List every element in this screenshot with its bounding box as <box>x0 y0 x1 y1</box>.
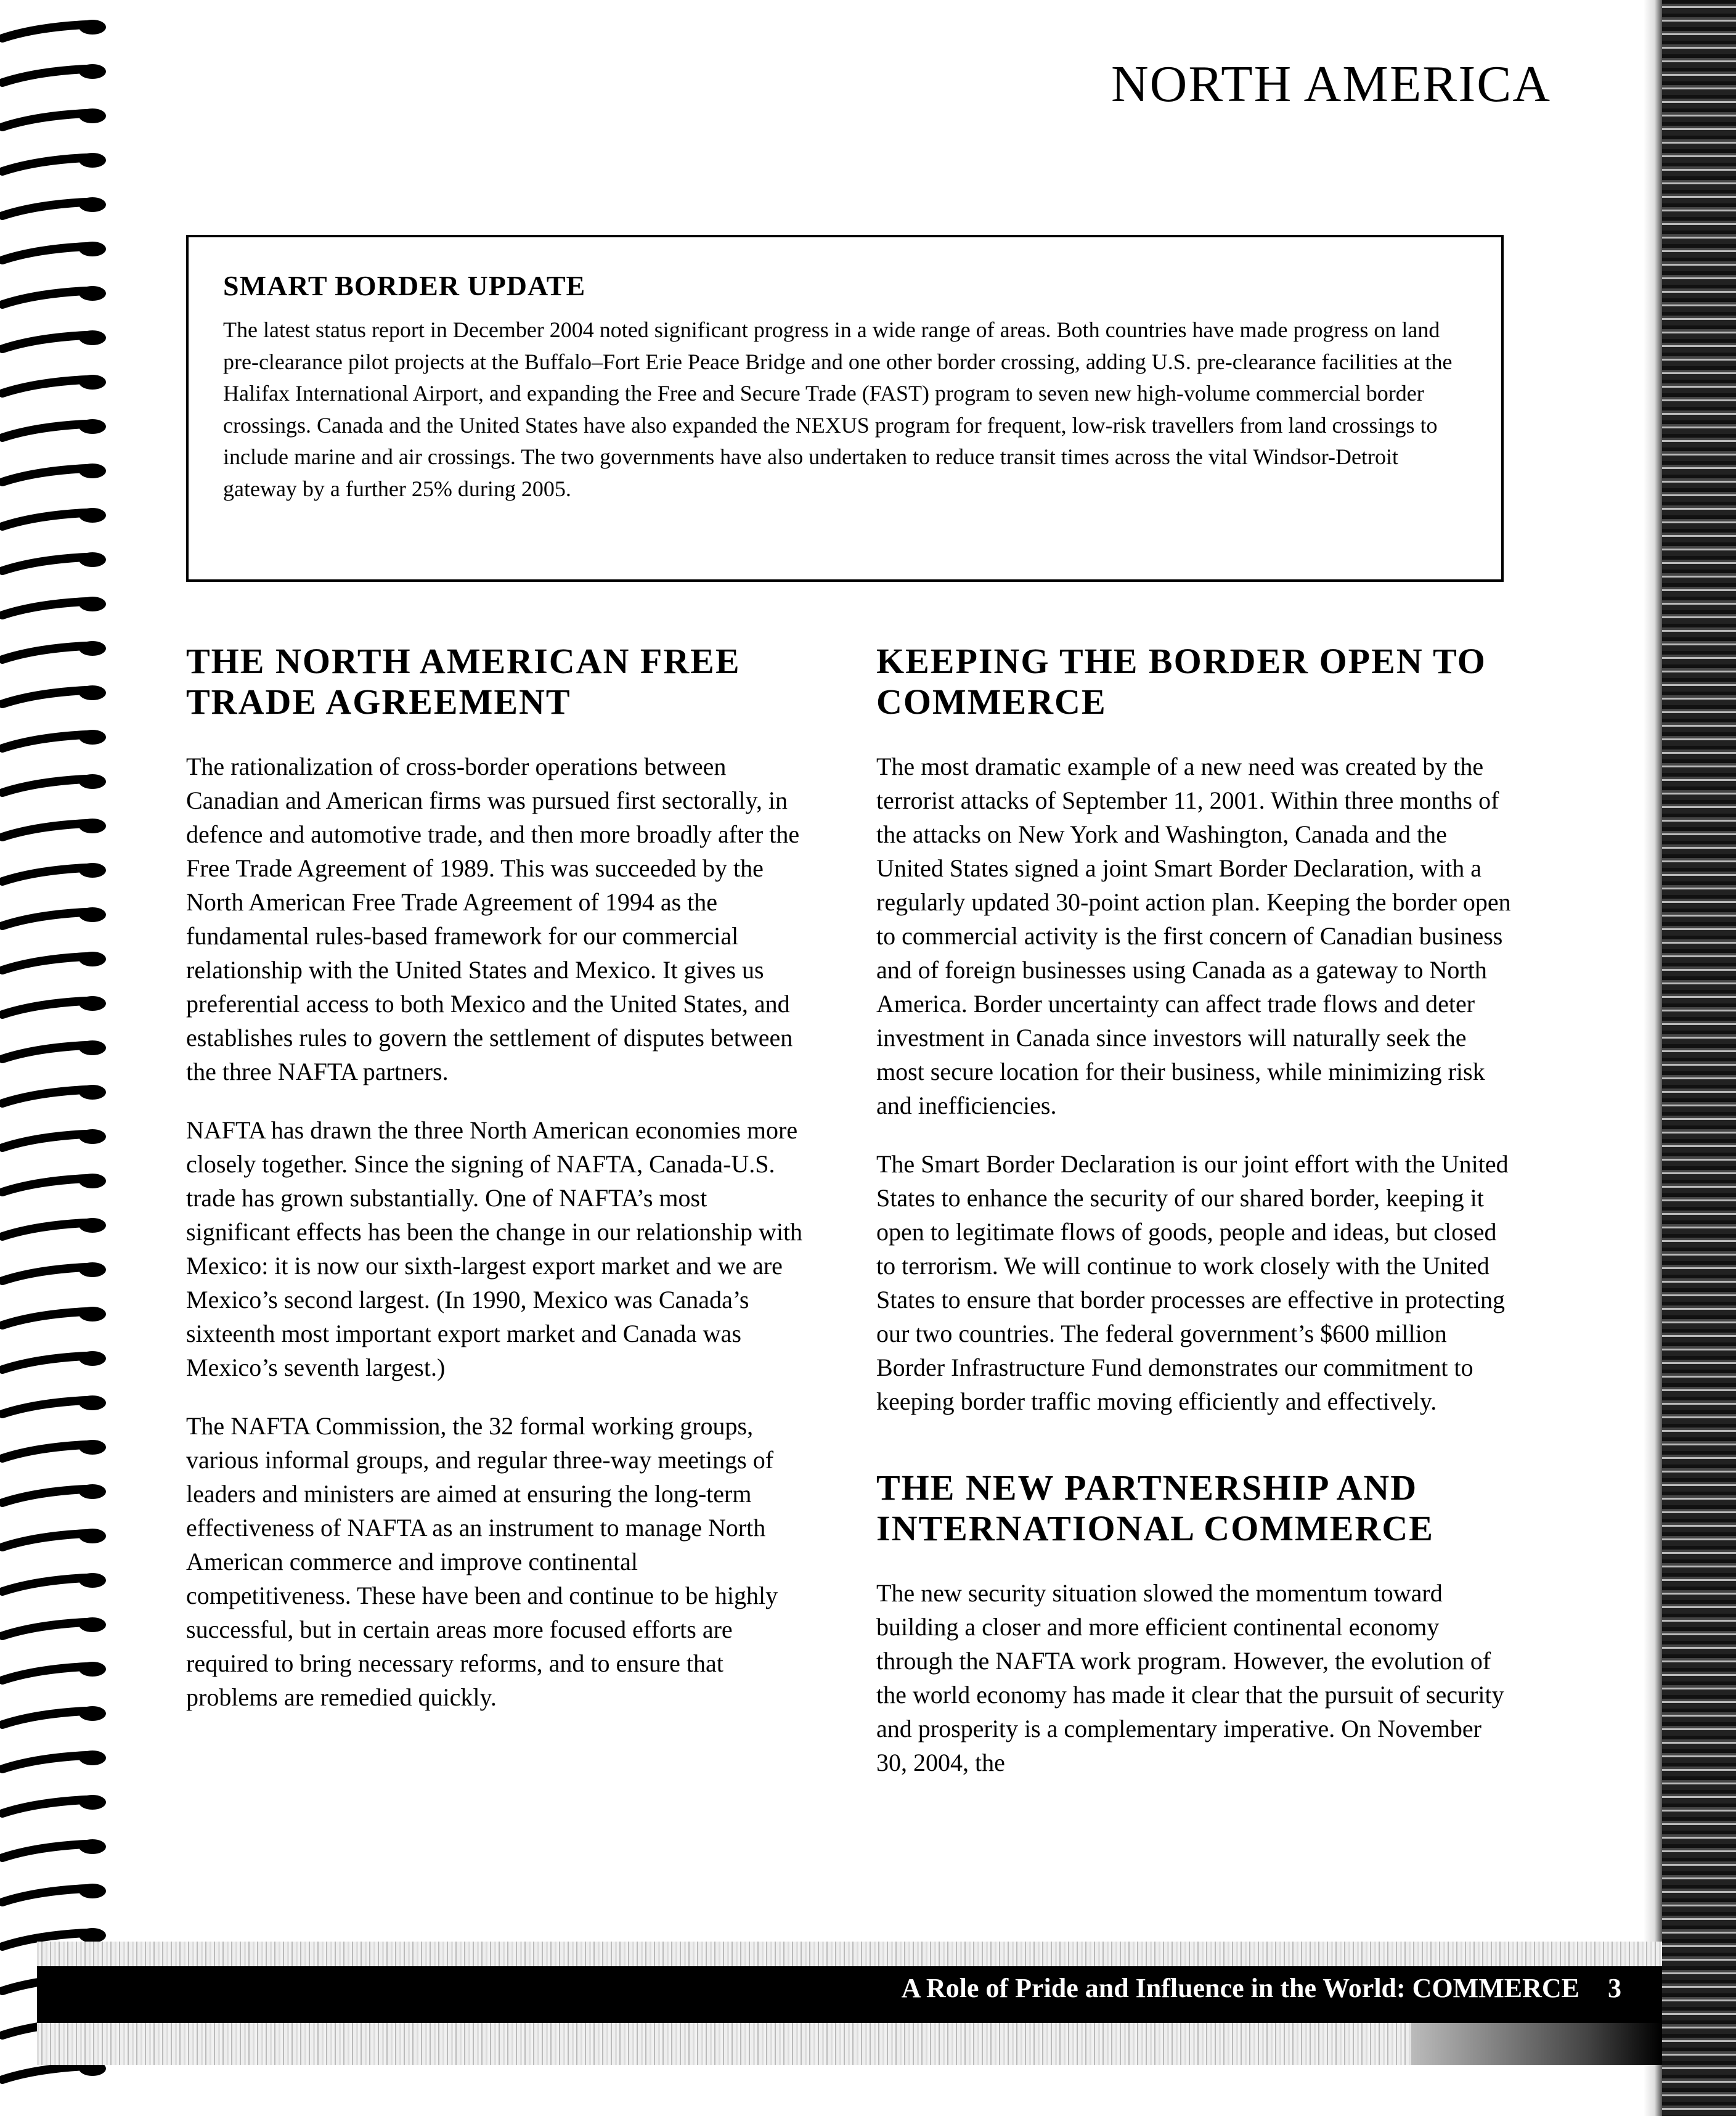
box-title: SMART BORDER UPDATE <box>223 270 586 301</box>
spiral-hole <box>79 197 106 212</box>
box-body: The latest status report in December 2004 noted significant progress in a wide range of areas. Both countries have made progress on land pre-clearance pilot projects at the Buffalo–Fort Erie Peace Bridge and one other border crossing, adding U.S. pre-clearance facilities at the Halifax International Airport, and expanding the Free and Secure Trade (FAST) program to seven new high-volume commercial border crossings. Canada and the United States have also expanded the NEXUS program for frequent, low-risk travellers from land crossings to include marine and air crossings. The two governments have also undertaken to reduce transit times across the vital Windsor-Detroit gateway by a further 25% during 2005. <box>223 317 1453 501</box>
spiral-hole <box>79 819 106 833</box>
nafta-paragraph-3: The NAFTA Commission, the 32 formal working groups, various informal groups, and regular three-way meetings of leaders and ministers are aimed at ensuring the long-term effectiveness of NAFTA as an instrument to manage North American commerce and improve continental competitiveness. These have been and continue to be highly successful, but in certain areas more focused efforts are required to bring necessary reforms, and to ensure that problems are remedied quickly. <box>186 1412 778 1711</box>
nafta-paragraph-2: NAFTA has drawn the three North American economies more closely together. Since the signing of NAFTA, Canada-U.S. trade has grown substantially. One of NAFTA’s most significant effects has been the change in our relationship with Mexico: it is now our sixth-largest export market and we are Mexico’s second largest. (In 1990, Mexico was Canada’s sixteenth most important export market and Canada was Mexico’s seventh largest.) <box>186 1116 803 1381</box>
spiral-hole <box>79 907 106 922</box>
spiral-hole <box>79 597 106 611</box>
spiral-hole <box>79 375 106 390</box>
footer-title-text: A Role of Pride and Influence in the World: COMMERCE <box>901 1973 1579 2003</box>
spiral-hole <box>79 419 106 434</box>
spiral-hole <box>79 508 106 523</box>
spiral-hole <box>79 774 106 789</box>
spiral-hole <box>79 863 106 878</box>
spiral-hole <box>79 20 106 35</box>
page-edge-shadow <box>1644 0 1662 2116</box>
footer-title <box>902 1972 1621 2004</box>
spiral-hole <box>79 1839 106 1854</box>
spiral-hole <box>79 1040 106 1055</box>
spiral-hole <box>79 1395 106 1410</box>
spiral-hole <box>79 1129 106 1144</box>
spiral-hole <box>79 1617 106 1632</box>
spiral-hole <box>79 286 106 301</box>
spiral-hole <box>79 1484 106 1499</box>
border-open-heading: KEEPING THE BORDER OPEN TO COMMERCE <box>876 641 1486 722</box>
spiral-hole <box>79 1573 106 1588</box>
spiral-hole <box>79 1795 106 1810</box>
spiral-hole <box>79 1750 106 1765</box>
spiral-hole <box>79 64 106 79</box>
border-open-paragraph-2: The Smart Border Declaration is our joint effort with the United States to enhance the security of our shared border, keeping it open to legitimate flows of goods, people and ideas, but closed to terrorism. We will continue to work closely with the United States to ensure that border processes are effective in protecting our two countries. The federal government’s $600 million Border Infrastructure Fund demonstrates our commitment to keeping border traffic moving efficiently and effectively. <box>876 1150 1509 1415</box>
spiral-hole <box>79 242 106 256</box>
page-number: 3 <box>1608 1973 1621 2003</box>
left-column <box>186 641 809 1739</box>
spiral-hole <box>79 730 106 745</box>
smart-border-update-box <box>186 235 1504 582</box>
spiral-hole <box>79 1262 106 1277</box>
new-partnership-heading: THE NEW PARTNERSHIP AND INTERNATIONAL COMMERCE <box>876 1468 1434 1548</box>
spiral-hole <box>79 1351 106 1366</box>
scanner-background-edge <box>1662 0 1736 2116</box>
spiral-hole <box>79 1529 106 1543</box>
page-section-title: NORTH AMERICA <box>1111 55 1551 113</box>
border-open-paragraph-1: The most dramatic example of a new need was created by the terrorist attacks of September 11, 2001. Within three months of the attacks on New York and Washington, Canada and the United States signed a joint Smart Border Declaration, with a regularly updated 30-point action plan. Keeping the border open to commercial activity is the first concern of Canadian business and of foreign businesses using Canada as a gateway to North America. Border uncertainty can affect trade flows and deter investment in Canada since investors will naturally seek the most secure location for their business, while minimizing risk and inefficiencies. <box>876 753 1511 1119</box>
spiral-hole <box>79 1440 106 1455</box>
spiral-hole <box>79 153 106 168</box>
spiral-hole <box>79 1307 106 1321</box>
new-partnership-paragraph-1: The new security situation slowed the momentum toward building a closer and more efficient continental economy through the NAFTA work program. However, the evolution of the world economy has made it clear that the pursuit of security and prosperity is a complementary imperative. On November 30, 2004, the <box>876 1579 1504 1776</box>
spiral-hole <box>79 552 106 567</box>
spiral-hole <box>79 1662 106 1677</box>
spiral-hole <box>79 108 106 123</box>
spiral-hole <box>79 1174 106 1188</box>
nafta-paragraph-1: The rationalization of cross-border operations between Canadian and American firms was pursued first sectorally, in defence and automotive trade, and then more broadly after the Free Trade Agreement of 1989. This was succeeded by the North American Free Trade Agreement of 1994 as the fundamental rules-based framework for our commercial relationship with the United States and Mexico. It gives us preferential access to both Mexico and the United States, and establishes rules to govern the settlement of disputes between the three NAFTA partners. <box>186 753 800 1085</box>
spiral-hole <box>79 1218 106 1233</box>
spiral-hole <box>79 685 106 700</box>
spiral-hole <box>79 1884 106 1898</box>
spiral-hole <box>79 641 106 656</box>
spiral-hole <box>79 1085 106 1100</box>
spiral-hole <box>79 464 106 478</box>
spiral-hole <box>79 330 106 345</box>
spiral-hole <box>79 996 106 1011</box>
right-column <box>876 641 1511 1804</box>
spiral-hole <box>79 952 106 966</box>
spiral-binding <box>0 0 117 2116</box>
spiral-hole <box>79 1706 106 1721</box>
spiral-hole <box>79 1928 106 1943</box>
nafta-heading: THE NORTH AMERICAN FREE TRADE AGREEMENT <box>186 641 741 722</box>
footer-decoration <box>1411 2023 1662 2065</box>
